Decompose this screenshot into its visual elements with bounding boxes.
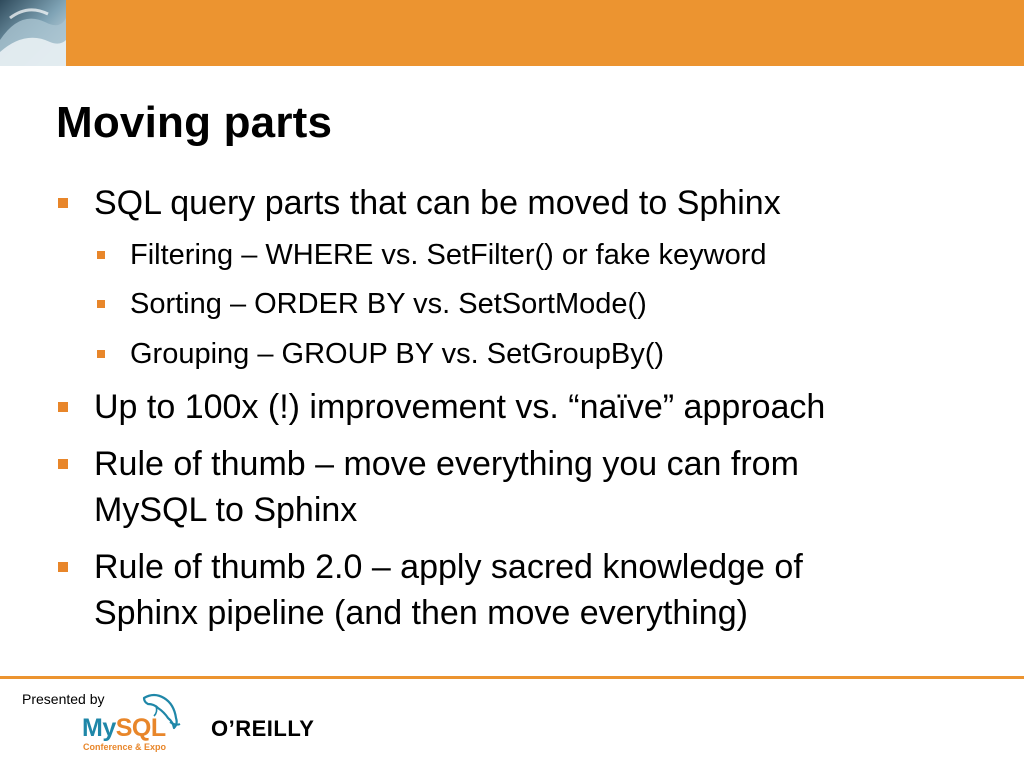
bullet-text [94,544,803,636]
oreilly-logo: O’REILLY [211,716,315,741]
mysql-wordmark [82,714,166,743]
bullet-text: Sorting – ORDER BY vs. SetSortMode() [130,288,647,320]
bullet-line: Sphinx pipeline (and then move everything) [94,594,748,632]
mysql-conference-logo [80,692,190,758]
ocean-wave-icon [0,0,66,66]
sub-bullet-item [97,236,957,274]
bullet-line: Rule of thumb 2.0 – apply sacred knowledge of [94,548,803,586]
square-bullet-icon [58,198,68,208]
mysql-word-my: My [82,714,116,742]
bullet-text: Up to 100x (!) improvement vs. “naïve” approach [94,388,826,426]
bullet-item [58,180,958,226]
square-bullet-icon [58,402,68,412]
bullet-line: MySQL to Sphinx [94,491,358,529]
bullet-item [58,441,958,533]
bullet-item [58,544,958,636]
bullet-text: SQL query parts that can be moved to Sphinx [94,184,781,222]
bullet-line: Rule of thumb – move everything you can from [94,445,799,483]
slide-title: Moving parts [56,98,333,147]
sub-bullet-item [97,285,957,323]
mysql-word-sql: SQL [115,714,166,742]
square-bullet-icon [58,459,68,469]
square-bullet-icon [97,300,105,308]
mysql-tagline: Conference & Expo [83,742,167,752]
square-bullet-icon [97,350,105,358]
header-bar [0,0,1024,66]
bullet-text: Grouping – GROUP BY vs. SetGroupBy() [130,338,665,370]
footer-divider [0,676,1024,679]
sub-bullet-item [97,335,957,373]
square-bullet-icon [97,251,105,259]
presented-by-label: Presented by [22,691,105,707]
bullet-item [58,384,958,430]
square-bullet-icon [58,562,68,572]
bullet-text: Filtering – WHERE vs. SetFilter() or fake keyword [130,239,767,271]
bullet-text [94,441,799,533]
